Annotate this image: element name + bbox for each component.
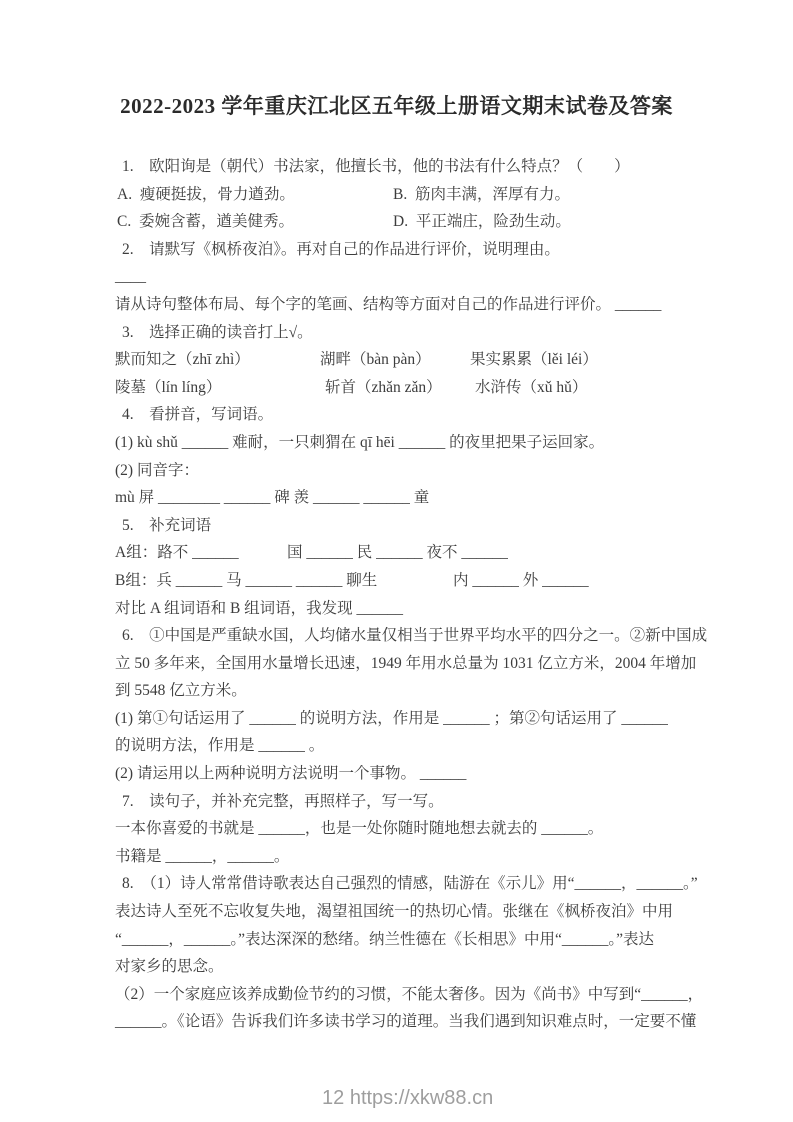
question-6-sub-1-line-1: (1) 第①句话运用了 ______ 的说明方法，作用是 ______ ；第②句话运用了 ______ bbox=[115, 709, 668, 727]
question-6-line-3: 到 5548 亿立方米。 bbox=[115, 682, 247, 700]
group-b-part-2: 内 ______ 外 ______ bbox=[453, 571, 589, 589]
pinyin-item: 水浒传（xǔ hǔ） bbox=[475, 378, 588, 396]
question-4-sub-1: (1) kù shǔ ______ 难耐，一只刺猬在 qī hēi ______ 的夜里把果子运回家。 bbox=[115, 433, 605, 451]
option-d: D. 平正端庄，险劲生动。 bbox=[393, 213, 571, 231]
question-8-sub-2-line-2: ______。《论语》告诉我们许多读书学习的道理。当我们遇到知识难点时，一定要不懂 bbox=[115, 1013, 697, 1031]
question-6-line-1: 6. ①中国是严重缺水国，人均储水量仅相当于世界平均水平的四分之一。②新中国成 bbox=[122, 627, 708, 645]
pinyin-item: 陵墓（lín líng） bbox=[115, 378, 222, 396]
question-6-line-2: 立 50 多年来，全国用水量增长迅速，1949 年用水总量为 1031 亿立方米，2004 年增加 bbox=[115, 654, 697, 672]
question-7-line-2: 书籍是 ______，______。 bbox=[115, 847, 290, 865]
question-3-pinyin-row-1 bbox=[115, 346, 685, 374]
question-5-group-a-row bbox=[115, 539, 685, 567]
question-6-sub-2: (2) 请运用以上两种说明方法说明一个事物。 ______ bbox=[115, 765, 467, 783]
question-8-line-3: “______，______。”表达深深的愁绪。纳兰性德在《长相思》中用“______。”表达 bbox=[115, 930, 655, 948]
group-a-part-2: 国 ______ 民 ______ 夜不 ______ bbox=[287, 544, 508, 562]
option-b: B. 筋肉丰满，浑厚有力。 bbox=[393, 185, 570, 203]
question-1-stem: 1. 欧阳询是（朝代）书法家，他擅长书，他的书法有什么特点？（ ） bbox=[122, 158, 630, 175]
question-8-line-2: 表达诗人至死不忘收复失地，渴望祖国统一的热切心情。张继在《枫桥夜泊》中用 bbox=[115, 903, 674, 921]
pinyin-item: 斩首（zhǎn zǎn） bbox=[325, 378, 442, 396]
page-title: 2022-2023 学年重庆江北区五年级上册语文期末试卷及答案 bbox=[120, 94, 673, 118]
question-5-stem: 5. 补充词语 bbox=[122, 516, 212, 534]
question-8-line-4: 对家乡的思念。 bbox=[115, 958, 224, 976]
question-5-group-b-row bbox=[115, 567, 685, 595]
question-3-stem: 3. 选择正确的读音打上√。 bbox=[122, 323, 313, 341]
page-footer bbox=[0, 1064, 793, 1122]
question-2-hint: 请从诗句整体布局、每个字的笔画、结构等方面对自己的作品进行评价。 ______ bbox=[115, 295, 662, 313]
pinyin-item: 湖畔（bàn pàn） bbox=[320, 351, 431, 369]
question-4-sub-2: (2) 同音字： bbox=[115, 461, 199, 479]
question-4-sub-2-blanks: mù 屏 ________ ______ 碑 羡 ______ ______ 童 bbox=[115, 489, 430, 507]
question-3-pinyin-row-2 bbox=[115, 374, 685, 402]
question-2-stem: 2. 请默写《枫桥夜泊》。再对自己的作品进行评价，说明理由。 bbox=[122, 240, 560, 258]
question-6-sub-1-line-2: 的说明方法，作用是 ______ 。 bbox=[115, 737, 325, 755]
question-8-line-1: 8. （1）诗人常常借诗歌表达自己强烈的情感，陆游在《示儿》用“______，______。” bbox=[122, 875, 698, 893]
page-number-and-source-url: 12 https://xkw88.cn bbox=[322, 1087, 494, 1109]
question-4-stem: 4. 看拼音，写词语。 bbox=[122, 406, 274, 424]
question-5-compare: 对比 A 组词语和 B 组词语，我发现 ______ bbox=[115, 599, 404, 617]
question-8-sub-2-line-1: （2）一个家庭应该养成勤俭节约的习惯，不能太奢侈。因为《尚书》中写到“______， bbox=[115, 985, 704, 1003]
question-7-line-1: 一本你喜爱的书就是 ______，也是一处你随时随地想去就去的 ______。 bbox=[115, 820, 604, 838]
option-a: A. 瘦硬挺拔，骨力遒劲。 bbox=[117, 185, 295, 203]
exam-body bbox=[115, 153, 708, 1036]
question-7-stem: 7. 读句子，并补充完整，再照样子，写一写。 bbox=[122, 792, 444, 810]
option-c: C. 委婉含蓄，遒美健秀。 bbox=[117, 213, 294, 231]
question-2-answer-blank-line: ____ bbox=[115, 268, 146, 286]
question-1-options-row-1 bbox=[115, 181, 685, 209]
question-1-options-row-2 bbox=[115, 208, 685, 236]
pinyin-item: 果实累累（lěi léi） bbox=[470, 351, 598, 369]
pinyin-item: 默而知之（zhī zhì） bbox=[115, 351, 250, 369]
group-a-part-1: A组：路不 ______ bbox=[115, 544, 239, 562]
group-b-part-1: B组：兵 ______ 马 ______ ______ 聊生 bbox=[115, 571, 378, 589]
